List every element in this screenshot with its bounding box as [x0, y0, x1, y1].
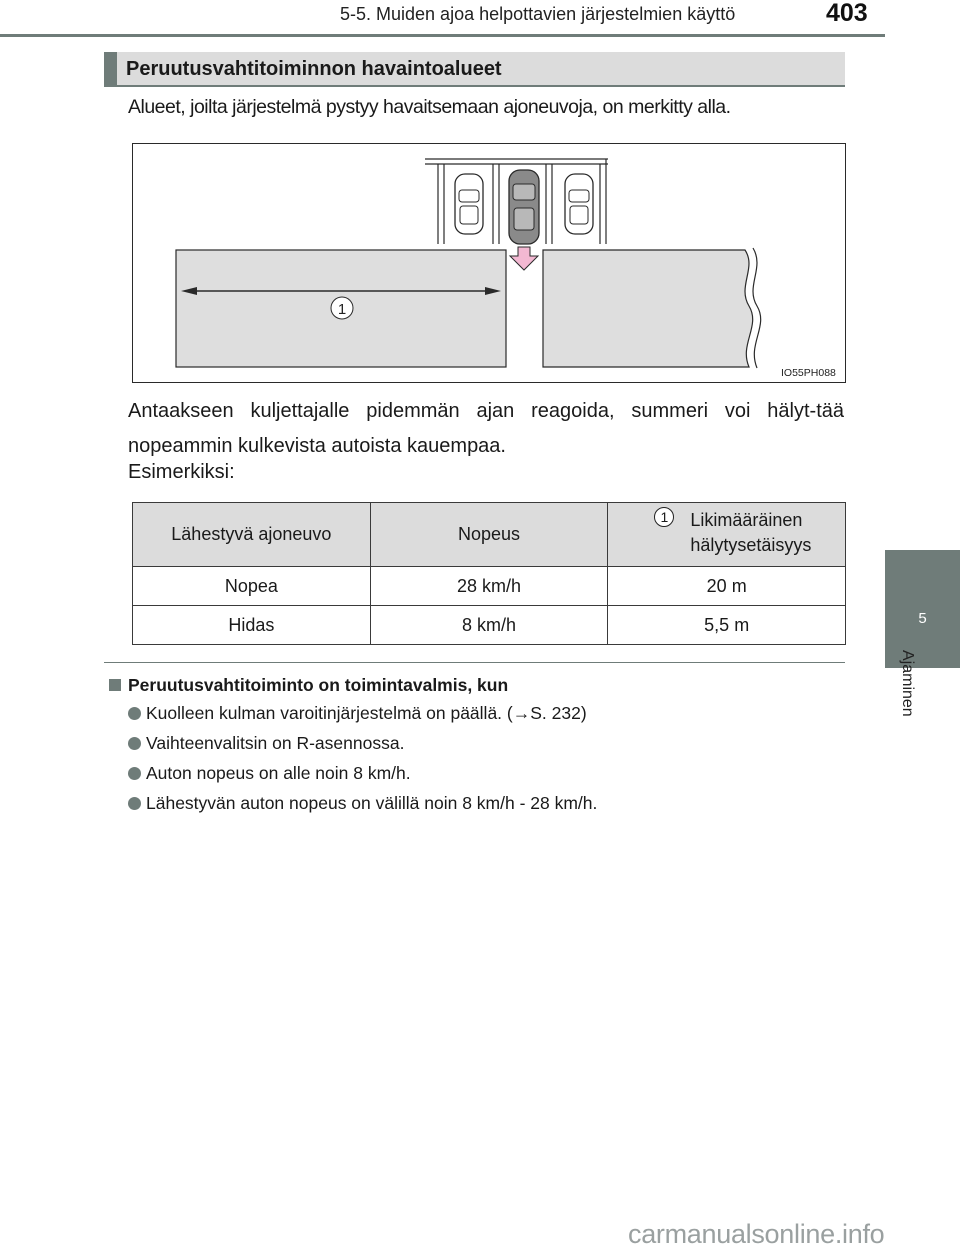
conditions-heading-text: Peruutusvahtitoiminto on toimintavalmis, kun: [128, 675, 509, 695]
parked-car-right: [565, 174, 593, 234]
section-intro: Alueet, joilta järjestelmä pystyy havaitsemaan ajoneuvoja, on merkitty alla.: [128, 96, 731, 118]
square-bullet-icon: [109, 679, 121, 691]
list-item-text: Lähestyvän auton nopeus on välillä noin 8 km/h - 28 km/h.: [146, 793, 598, 813]
table-header-vehicle: Lähestyvä ajoneuvo: [133, 503, 371, 567]
section-heading-title: Peruutusvahtitoiminnon havaintoalueet: [126, 58, 502, 80]
list-item: [128, 763, 411, 784]
list-item-text: Vaihteenvalitsin on R-asennossa.: [146, 733, 405, 753]
figure-code: IO55PH088: [781, 367, 836, 379]
side-tab-label: [888, 650, 924, 760]
table-header-row: [133, 503, 846, 567]
list-item-text: Auton nopeus on alle noin 8 km/h.: [146, 763, 411, 783]
table-cell: 5,5 m: [608, 606, 846, 645]
list-item-text: Kuolleen kulman varoitinjärjestelmä on päällä. (→S. 232): [146, 703, 587, 723]
list-item: [128, 703, 587, 724]
table-header-speed: Nopeus: [370, 503, 608, 567]
section-heading-accent: [104, 52, 117, 85]
table-cell: Hidas: [133, 606, 371, 645]
parked-car-left: [455, 174, 483, 234]
table-cell: 20 m: [608, 567, 846, 606]
header-rule: [0, 34, 885, 37]
table-cell: 28 km/h: [370, 567, 608, 606]
table-header-callout: 1: [654, 507, 674, 527]
bullet-dot-icon: [128, 737, 141, 750]
section-heading-bar: [104, 52, 845, 87]
detection-area-figure: [132, 143, 846, 383]
explanation-paragraph: Antaakseen kuljettajalle pidemmän ajan reagoida, summeri voi hälyt-tää nopeammin kulkevista autoista kauempaa.: [128, 400, 844, 457]
warning-distance-table: [132, 502, 846, 645]
side-tab-label-text: Ajaminen: [899, 650, 916, 717]
section-divider: [104, 662, 845, 663]
zone-continuation-line: [753, 248, 761, 368]
side-tab: [885, 35, 960, 1255]
table-cell: 8 km/h: [370, 606, 608, 645]
watermark: carmanualsonline.info: [628, 1219, 885, 1249]
table-header-distance-line2: hälytysetäisyys: [690, 535, 812, 555]
table-cell: Nopea: [133, 567, 371, 606]
table-header-distance: [608, 503, 846, 567]
table-header-distance-line1: Likimääräinen: [690, 510, 803, 530]
detection-area-illustration: [133, 144, 847, 384]
table-row: [133, 606, 846, 645]
list-item: [128, 793, 597, 814]
page-number: 403: [826, 0, 868, 27]
bullet-dot-icon: [128, 707, 141, 720]
table-row: [133, 567, 846, 606]
bullet-dot-icon: [128, 797, 141, 810]
conditions-heading: [109, 675, 508, 696]
reverse-arrow-icon: [510, 247, 538, 270]
own-vehicle: [509, 170, 539, 244]
side-tab-chapter-number: 5: [918, 610, 927, 627]
chapter-title: 5-5. Muiden ajoa helpottavien järjestelmien käyttö: [340, 4, 736, 24]
bullet-dot-icon: [128, 767, 141, 780]
side-tab-upper: [885, 35, 960, 550]
detection-zone-right: [543, 250, 753, 367]
callout-number: 1: [337, 301, 347, 318]
example-label: Esimerkiksi:: [128, 461, 235, 483]
list-item: [128, 733, 404, 754]
